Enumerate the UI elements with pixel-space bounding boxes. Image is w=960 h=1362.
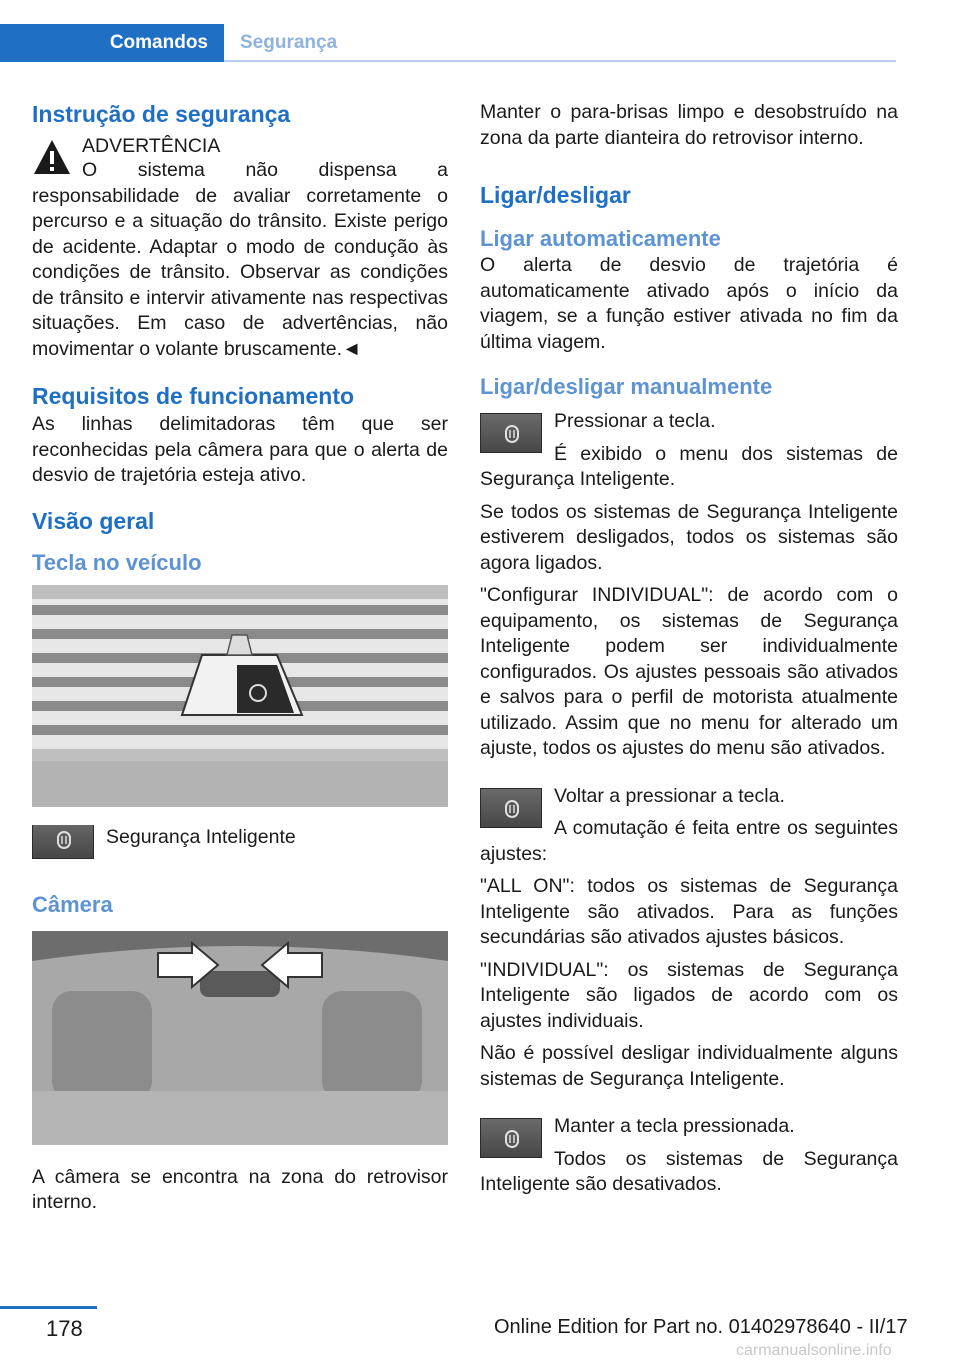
heading-overview: Visão geral xyxy=(32,507,155,534)
toggle-text: A comutação é feita entre os seguintes ajustes: xyxy=(480,817,898,865)
all-on-text: "ALL ON": todos os sistemas de Segurança Inteligente são ativados. Para as funções secundárias são ativados ajustes básicos. xyxy=(480,875,898,948)
warning-title: ADVERTÊNCIA xyxy=(82,135,221,157)
hold-key-text: Manter a tecla pressionada. xyxy=(554,1115,795,1137)
deactivated-text: Todos os sistemas de Segurança Inteligente são desativados. xyxy=(480,1147,898,1195)
menu-text: É exibido o menu dos sistemas de Segurança Inteligente. xyxy=(480,442,898,490)
press-again-block xyxy=(480,784,898,868)
tab-comandos[interactable]: Comandos xyxy=(0,24,224,62)
auto-on-text: O alerta de desvio de trajetória é automaticamente ativado após o início da viagem, se a função estiver ativada no fim da última viagem. xyxy=(480,254,898,353)
windshield-text: Manter o para-brisas limpo e desobstruído na zona da parte dianteira do retrovisor interno. xyxy=(480,101,898,149)
page-header xyxy=(0,0,960,62)
key-caption-row xyxy=(32,825,448,865)
intelligent-safety-button-icon[interactable] xyxy=(480,1118,542,1158)
press-again-text: Voltar a pressionar a tecla. xyxy=(554,784,785,807)
intelligent-safety-button-icon[interactable] xyxy=(480,413,542,453)
intelligent-safety-button-icon[interactable] xyxy=(480,788,542,828)
warning-block xyxy=(32,134,448,184)
warning-triangle-icon xyxy=(32,136,72,178)
header-rule xyxy=(224,60,896,62)
page-number: 178 xyxy=(46,1316,83,1341)
all-off-text: Se todos os sistemas de Segurança Inteligente estiverem desligados, todos os sistemas são agora ligados. xyxy=(480,500,898,574)
press-key-text: Pressionar a tecla. xyxy=(554,410,716,432)
warning-text: O sistema não dispensa a responsabilidade de avaliar corretamente o percurso e a situação do trânsito. Existe perigo de acidente. Adaptar o modo de condução às condições de trânsito. Observar as condições de trânsito e intervir ativamente nas respectivas situações. Em caso de advertências, não movimentar o volante bruscamente.◄ xyxy=(32,159,448,360)
left-column xyxy=(32,100,448,1223)
heading-auto-on: Ligar automaticamente xyxy=(480,226,721,251)
watermark: carmanualsonline.info xyxy=(736,1342,892,1359)
requirements-text: As linhas delimitadoras têm que ser reconhecidas pela câmera para que o alerta de desvio de trajetória esteja ativo. xyxy=(32,413,448,486)
camera-photo xyxy=(32,931,448,1145)
press-key-block xyxy=(480,409,898,493)
edition-text: Online Edition for Part no. 01402978640 - II/17 xyxy=(494,1316,908,1338)
heading-camera: Câmera xyxy=(32,891,113,917)
right-column xyxy=(480,100,898,1205)
individual-config-text: "Configurar INDIVIDUAL": de acordo com o equipamento, os sistemas de Segurança Inteligente podem ser individualmente configurados. Os ajustes pessoais são ativados e salvos para o perfil de motorista atualmente utilizado. Assim que no menu for alterado um ajuste, todos os ajustes do menu são ativados. xyxy=(480,584,898,759)
heading-manual-on-off: Ligar/desligar manualmente xyxy=(480,374,773,399)
tab-seguranca[interactable]: Segurança xyxy=(240,32,338,53)
key-caption: Segurança Inteligente xyxy=(106,825,296,848)
heading-safety: Instrução de segurança xyxy=(32,101,291,127)
heading-on-off: Ligar/desligar xyxy=(480,182,631,208)
not-possible-text: Não é possível desligar individualmente alguns sistemas de Segurança Inteligente. xyxy=(480,1042,898,1090)
intelligent-safety-button-icon[interactable] xyxy=(32,825,94,859)
individual-mode-text: "INDIVIDUAL": os sistemas de Segurança Inteligente são ligados de acordo com os ajustes individuais. xyxy=(480,958,898,1032)
camera-text: A câmera se encontra na zona do retrovisor interno. xyxy=(32,1165,448,1213)
heading-requirements: Requisitos de funcionamento xyxy=(32,383,355,409)
hold-key-block xyxy=(480,1114,898,1198)
heading-key-in-vehicle: Tecla no veículo xyxy=(32,549,202,575)
key-photo xyxy=(32,585,448,807)
footer-rule xyxy=(0,1306,97,1309)
